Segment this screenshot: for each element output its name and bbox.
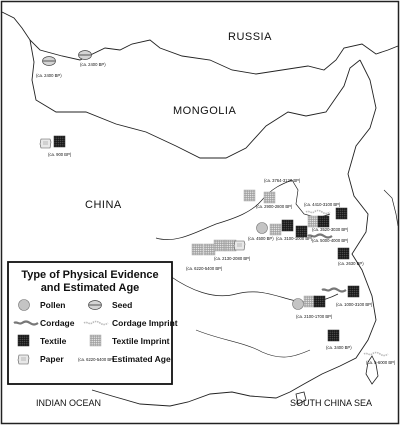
age-label: (ca. 3764-3120 BP) (264, 178, 301, 183)
legend-seed: Seed (112, 300, 133, 310)
age-label: (ca. 2130-2080 BP) (214, 256, 251, 261)
textile-imprint-icon (270, 224, 281, 235)
age-label: (ca. 2100-1700 BP) (296, 314, 333, 319)
seed-icon (79, 51, 92, 60)
age-label: (ca. 4410-3100 BP) (304, 202, 341, 207)
textile-imprint-icon (264, 192, 275, 203)
legend-title-line1: Type of Physical Evidence (21, 269, 159, 281)
legend-cordage: Cordage (40, 318, 75, 328)
seed-icon (43, 57, 56, 66)
legend-paper: Paper (40, 354, 64, 364)
pollen-icon (19, 300, 30, 311)
legend-title-line2: and Estimated Age (40, 282, 140, 294)
pollen-icon (293, 299, 304, 310)
textile-icon (336, 208, 347, 219)
textile-imprint-icon (244, 190, 255, 201)
legend-textile: Textile (40, 336, 67, 346)
age-label: (ca. 900 BP) (48, 152, 72, 157)
textile-icon (54, 136, 65, 147)
legend-pollen: Pollen (40, 300, 66, 310)
textile-imprint-icon (214, 240, 225, 251)
cordage-imprint-icon (364, 353, 388, 356)
textile-icon (314, 296, 325, 307)
age-label: (ca. 3100-1000 BP) (276, 236, 313, 241)
seed-icon (89, 301, 102, 310)
textile-imprint-icon (304, 296, 315, 307)
label-mongolia: MONGOLIA (173, 105, 237, 117)
label-russia: RUSSIA (228, 31, 272, 43)
legend-age-sample: (ca. 6220-5400 BP) (78, 357, 115, 362)
legend-estimated-age: Estimated Age (112, 354, 171, 364)
age-label: (ca. 5-6000 BP) (366, 360, 396, 365)
cordage-icon (322, 289, 346, 292)
age-label: (ca. 1000-3100 BP) (336, 302, 373, 307)
textile-icon (348, 286, 359, 297)
age-label: (ca. 2630 BP) (338, 261, 364, 266)
age-label: (ca. 2400 BP) (80, 62, 106, 67)
textile-imprint-icon (204, 244, 215, 255)
cordage-imprint-icon (306, 211, 330, 214)
textile-icon (338, 248, 349, 259)
china-south-border (92, 390, 290, 406)
textile-icon (328, 330, 339, 341)
age-label: (ca. 6220-5400 BP) (186, 266, 223, 271)
textile-icon (282, 220, 293, 231)
textile-icon (318, 216, 329, 227)
label-south-china-sea: SOUTH CHINA SEA (290, 398, 373, 408)
label-indian-ocean: INDIAN OCEAN (36, 398, 102, 408)
textile-imprint-icon (308, 216, 319, 227)
textile-imprint-icon (192, 244, 203, 255)
age-label: (ca. 3520-3030 BP) (312, 227, 349, 232)
age-label: (ca. 4500 BP) (248, 236, 274, 241)
textile-icon (18, 335, 29, 346)
label-china: CHINA (85, 199, 122, 211)
paper-icon (18, 355, 29, 364)
paper-icon (234, 241, 245, 250)
japan-korea-fragment (384, 190, 398, 226)
southern-river (196, 330, 310, 357)
legend (8, 262, 178, 384)
age-label: (ca. 2900-2800 BP) (256, 204, 293, 209)
age-label: (ca. 5000-4000 BP) (312, 238, 349, 243)
paper-icon (40, 139, 51, 148)
russia-mongolia-border (2, 12, 398, 74)
textile-imprint-icon (90, 335, 101, 346)
age-label: (ca. 2400 BP) (36, 73, 62, 78)
legend-textile-imprint: Textile Imprint (112, 336, 170, 346)
age-label: (ca. 3400 BP) (326, 345, 352, 350)
legend-cordage-imprint: Cordage Imprint (112, 318, 178, 328)
pollen-icon (257, 223, 268, 234)
